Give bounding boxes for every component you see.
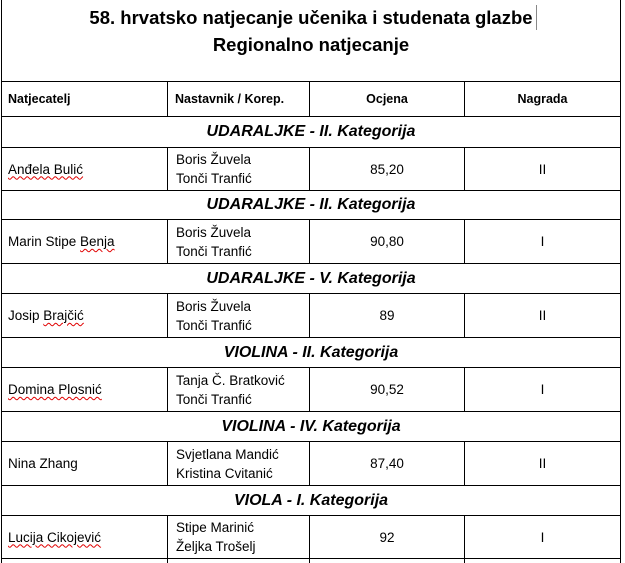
competitor-name: Domina Plosnić — [8, 382, 102, 397]
col-sep-2 — [309, 441, 310, 485]
score-value: 87,40 — [370, 456, 404, 471]
category-heading: UDARALJKE - II. Kategorija — [206, 123, 416, 140]
competitor-name: Josip Brajčić — [8, 308, 84, 323]
teacher-cell — [168, 294, 309, 337]
teacher-cell — [168, 516, 309, 558]
col-sep-3 — [464, 293, 465, 337]
competitor-name: Lucija Cikojević — [8, 529, 102, 545]
col-sep-2 — [309, 293, 310, 337]
teacher-name: Svjetlana Mandić — [176, 446, 279, 462]
teacher-cell — [168, 220, 309, 263]
award-value: II — [538, 308, 547, 323]
col-sep-2 — [309, 147, 310, 190]
col-sep-3 — [464, 515, 465, 563]
col-sep-1 — [167, 147, 168, 190]
teacher-name: Boris Žuvela — [176, 152, 252, 167]
award-value: I — [540, 382, 545, 397]
competitor-name: Nina Zhang — [8, 456, 78, 471]
page-title: 58. hrvatsko natjecanje učenika i studenata glazbe — [89, 7, 533, 28]
col-sep-3 — [464, 367, 465, 411]
score-value: 85,20 — [370, 161, 404, 177]
col-sep-3 — [464, 441, 465, 485]
col-sep-1 — [167, 367, 168, 411]
page-subtitle: Regionalno natjecanje — [212, 34, 410, 55]
accompanist-name: Tonči Tranfić — [176, 391, 252, 407]
col-sep-2 — [309, 219, 310, 263]
accompanist-name: Tonči Tranfić — [176, 317, 252, 333]
row-line — [1, 558, 621, 559]
award-value: I — [540, 529, 545, 545]
col-sep-3 — [464, 147, 465, 190]
teacher-name: Tanja Č. Bratković — [176, 372, 285, 388]
category-heading: UDARALJKE - V. Kategorija — [206, 269, 416, 287]
column-header-score: Ocjena — [366, 92, 408, 106]
teacher-cell — [168, 148, 309, 190]
score-value: 90,52 — [370, 382, 404, 397]
col-sep-1 — [167, 515, 168, 563]
col-sep-1 — [167, 293, 168, 337]
category-heading: VIOLINA - IV. Kategorija — [221, 417, 401, 435]
column-header-competitor: Natjecatelj — [8, 92, 71, 106]
teacher-name: Boris Žuvela — [176, 298, 252, 314]
award-value: I — [540, 234, 545, 249]
category-heading: VIOLA - I. Kategorija — [233, 491, 389, 509]
award-value: II — [538, 456, 547, 471]
accompanist-name: Tonči Tranfić — [176, 171, 252, 186]
col-sep-1 — [167, 441, 168, 485]
col-sep-2 — [309, 515, 310, 563]
col-sep-2 — [309, 367, 310, 411]
award-value: II — [538, 161, 547, 177]
accompanist-name: Tonči Tranfić — [176, 243, 252, 259]
competitor-name: Anđela Bulić — [8, 161, 84, 177]
score-value: 92 — [379, 529, 395, 545]
teacher-name: Boris Žuvela — [176, 224, 252, 240]
col-sep-3 — [464, 219, 465, 263]
teacher-cell — [168, 368, 309, 411]
category-heading: VIOLINA - II. Kategorija — [223, 343, 399, 361]
accompanist-name: Željka Trošelj — [176, 539, 256, 554]
column-header-teacher: Nastavnik / Korep. — [175, 92, 285, 106]
column-header-award: Nagrada — [517, 92, 568, 106]
score-value: 89 — [379, 308, 395, 323]
col-sep-1 — [167, 219, 168, 263]
score-value: 90,80 — [370, 234, 404, 249]
category-heading: UDARALJKE - II. Kategorija — [206, 196, 416, 213]
competitor-name: Marin Stipe Benja — [8, 234, 115, 249]
accompanist-name: Kristina Cvitanić — [176, 465, 273, 481]
teacher-cell — [168, 442, 309, 485]
teacher-name: Stipe Marinić — [176, 520, 255, 535]
